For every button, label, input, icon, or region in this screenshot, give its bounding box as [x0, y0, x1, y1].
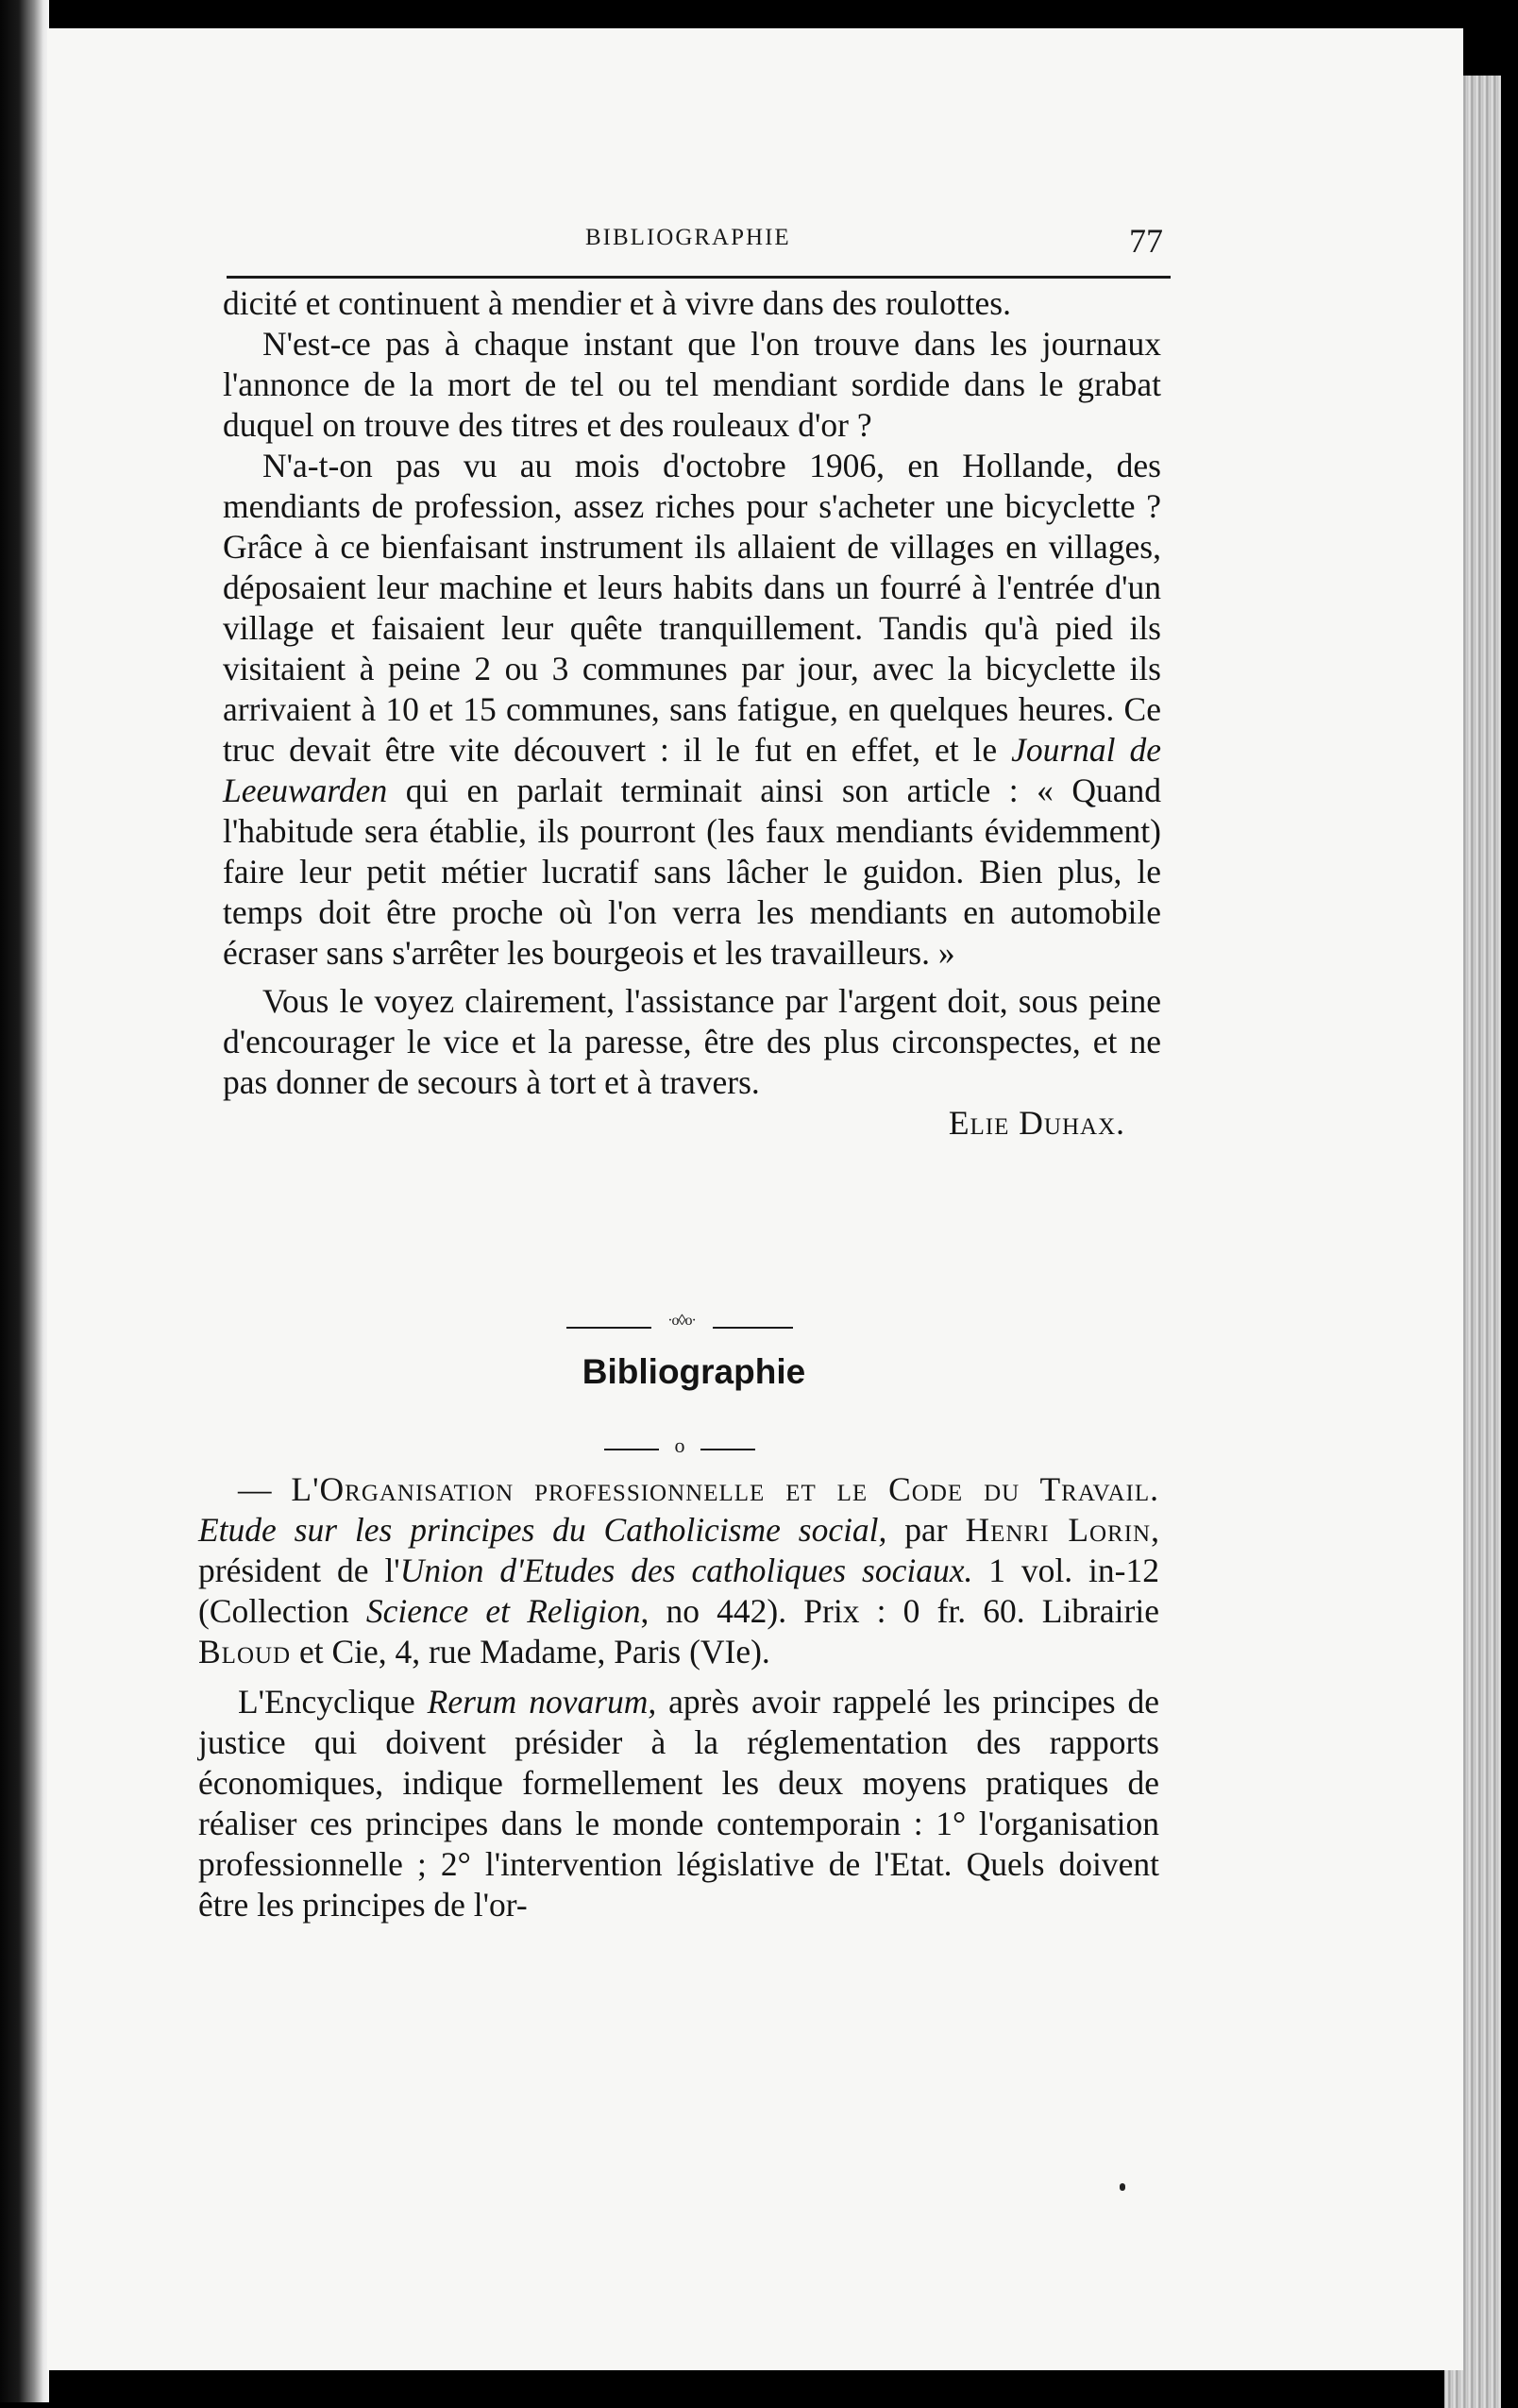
separator-line [604, 1449, 659, 1450]
header-rule [227, 276, 1171, 279]
ornament-glyph: ·o◊o· [667, 1313, 696, 1329]
entry-author-role: , président de l' [198, 1511, 1159, 1589]
entry-volume: 1 vol. in-12 (Collection [198, 1552, 1159, 1630]
running-title: BIBLIOGRAPHIE [585, 225, 791, 250]
page-number: 77 [1129, 222, 1163, 260]
entry-title: L'Organisation professionnelle et le Code du Travail. [291, 1470, 1160, 1508]
page-header [227, 221, 1171, 278]
encyclical-title: Rerum novarum, [427, 1683, 657, 1721]
separator-line [700, 1449, 755, 1450]
entry-union: Union d'Etudes des catholiques sociaux. [399, 1552, 973, 1589]
entry-citation [198, 1469, 1159, 1672]
ornament-line [566, 1327, 651, 1329]
entry-author: Henri Lorin [965, 1511, 1152, 1549]
paragraph-text: N'a-t-on pas vu au mois d'octobre 1906, en Hollande, des mendiants de profession, assez riches pour s'acheter une bicyclette ? Grâce à ce bienfaisant instrument ils allaient de villages en villages, déposaient leur machine et leurs habits dans un fourré à l'entrée d'un village et faisaient leur quête tranquillement. Tandis qu'à pied ils visitaient à peine 2 ou 3 communes par jour, avec la bicyclette ils arrivaient à 10 et 15 communes, sans fatigue, en quelques heures. Ce truc devait être vite découvert : il le fut en effet, et le [223, 447, 1161, 769]
entry-price: , no 442). Prix : 0 fr. 60. Librairie [640, 1592, 1159, 1630]
entry-publisher: Bloud [198, 1633, 292, 1670]
quote-text: qui en parlait terminait ainsi son article : « Quand l'habitude sera établie, ils pourront (les faux mendiants évidemment) faire leur petit métier lucratif sans lâcher le guidon. Bien plus, le temps doit être proche où l'on verra les mendiants en automobile écraser sans s'arrêter les bourgeois et les travailleurs. » [223, 772, 1161, 972]
review-start: L'Encyclique [238, 1683, 428, 1721]
paragraph: dicité et continuent à mendier et à vivre dans des roulottes. [223, 284, 1011, 322]
review-paragraph [198, 1682, 1159, 1925]
scan-left-margin [0, 0, 49, 2402]
section-ornament [566, 1313, 793, 1337]
entry-dash: — [238, 1470, 292, 1508]
article-body [223, 283, 1161, 1144]
author-signature: Elie Duhax. [948, 1104, 1125, 1142]
bibliography-entry [198, 1469, 1159, 1925]
scan-speck [1120, 2183, 1125, 2191]
entry-subtitle: Etude sur les principes du Catholicisme social, [198, 1511, 887, 1549]
entry-collection: Science et Religion [365, 1592, 641, 1630]
entry-by: par [886, 1511, 966, 1549]
section-title: Bibliographie [582, 1352, 806, 1391]
newspaper-title: Journal de Leeuwarden [223, 731, 1161, 809]
paragraph [223, 446, 1161, 974]
section-separator [604, 1433, 755, 1458]
separator-glyph: o [674, 1433, 685, 1457]
paragraph: Vous le voyez clairement, l'assistance par l'argent doit, sous peine d'encourager le vice et la paresse, être des plus circonspectes, et ne pas donner de secours à tort et à travers. [223, 982, 1161, 1101]
paragraph: N'est-ce pas à chaque instant que l'on trouve dans les journaux l'annonce de la mort de tel ou tel mendiant sordide dans le grabat duquel on trouve des titres et des rouleaux d'or ? [223, 325, 1161, 444]
entry-address: et Cie, 4, rue Madame, Paris (VIe). [291, 1633, 770, 1670]
review-text: après avoir rappelé les principes de justice qui doivent présider à la réglementation des rapports économiques, indique formellement les deux moyens pratiques de réaliser ces principes dans le monde contemporain : 1° l'organisation professionnelle ; 2° l'intervention législative de l'Etat. Quels doivent être les principes de l'or- [198, 1683, 1159, 1924]
ornament-line [713, 1327, 793, 1329]
